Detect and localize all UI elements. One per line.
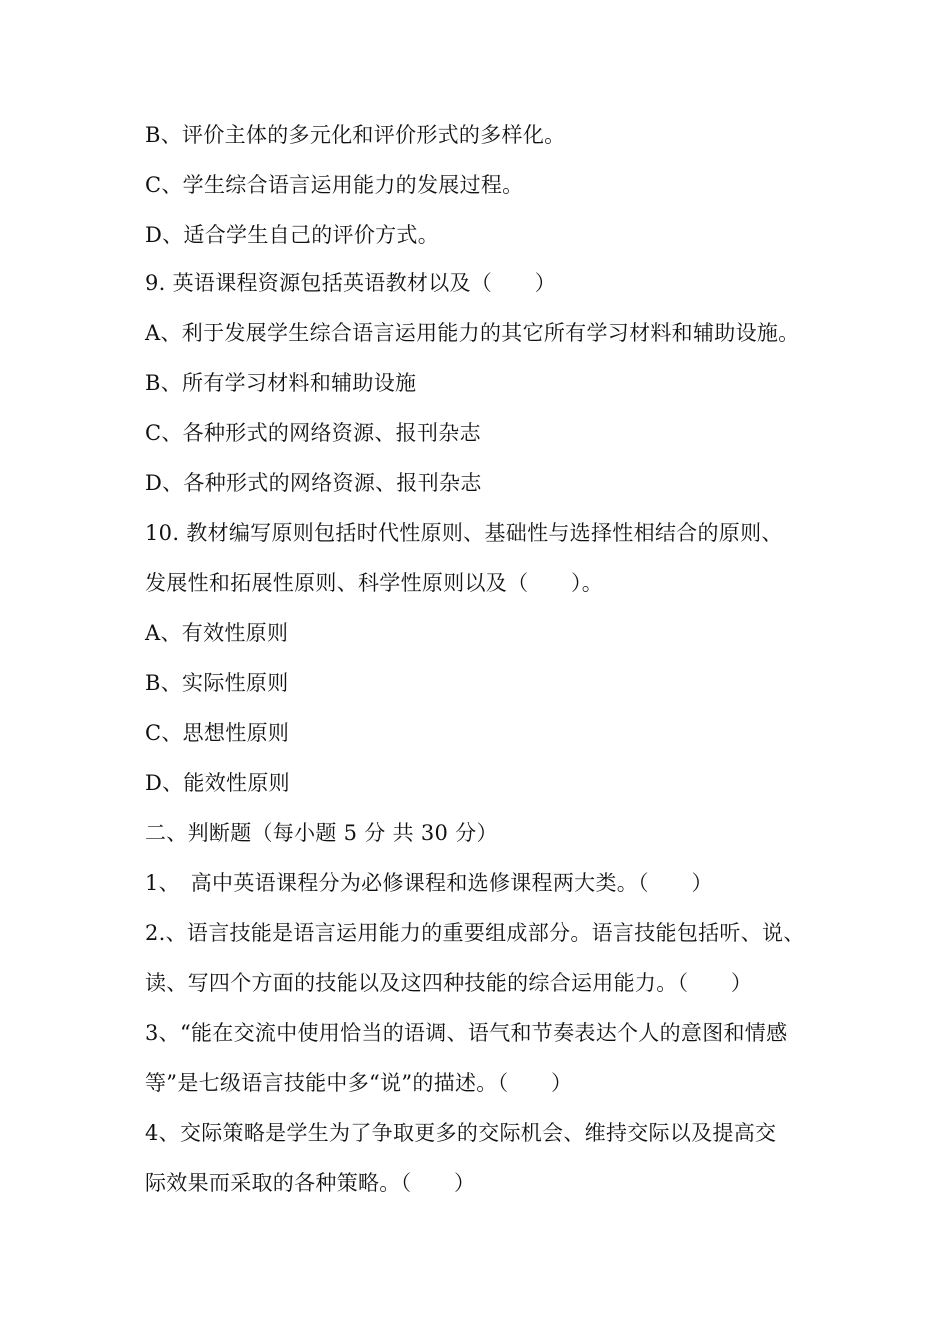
- judgement-2-line-2: 读、写四个方面的技能以及这四种技能的综合运用能力。（ ）: [145, 971, 753, 995]
- q10-option-a: A、有效性原则: [145, 621, 289, 645]
- question-9: 9. 英语课程资源包括英语教材以及（ ）: [145, 271, 557, 295]
- judgement-4-line-1: 4、交际策略是学生为了争取更多的交际机会、维持交际以及提高交: [145, 1121, 777, 1145]
- q10-option-d: D、能效性原则: [145, 771, 290, 795]
- q8-option-b: B、评价主体的多元化和评价形式的多样化。: [145, 123, 566, 147]
- q9-option-d: D、各种形式的网络资源、报刊杂志: [145, 471, 482, 495]
- q10-option-b: B、实际性原则: [145, 671, 289, 695]
- q8-option-c: C、学生综合语言运用能力的发展过程。: [145, 173, 524, 197]
- q9-option-b: B、所有学习材料和辅助设施: [145, 371, 417, 395]
- section-heading-judgement: 二、判断题（每小题 5 分 共 30 分）: [145, 821, 498, 845]
- judgement-2-line-1: 2.、语言技能是语言运用能力的重要组成部分。语言技能包括听、说、: [145, 921, 805, 945]
- question-10-line-2: 发展性和拓展性原则、科学性原则以及（ ）。: [145, 571, 604, 595]
- question-10-line-1: 10. 教材编写原则包括时代性原则、基础性与选择性相结合的原则、: [145, 521, 783, 545]
- judgement-3-line-2: 等”是七级语言技能中多“说”的描述。（ ）: [145, 1071, 573, 1095]
- q10-option-c: C、思想性原则: [145, 721, 290, 745]
- q8-option-d: D、适合学生自己的评价方式。: [145, 223, 440, 247]
- q9-option-c: C、各种形式的网络资源、报刊杂志: [145, 421, 481, 445]
- judgement-4-line-2: 际效果而采取的各种策略。（ ）: [145, 1171, 476, 1195]
- judgement-1: 1、 高中英语课程分为必修课程和选修课程两大类。（ ）: [145, 871, 713, 895]
- document-body: [145, 113, 845, 1211]
- q9-option-a: A、利于发展学生综合语言运用能力的其它所有学习材料和辅助设施。: [145, 321, 800, 345]
- judgement-3-line-1: 3、“能在交流中使用恰当的语调、语气和节奏表达个人的意图和情感: [145, 1021, 788, 1045]
